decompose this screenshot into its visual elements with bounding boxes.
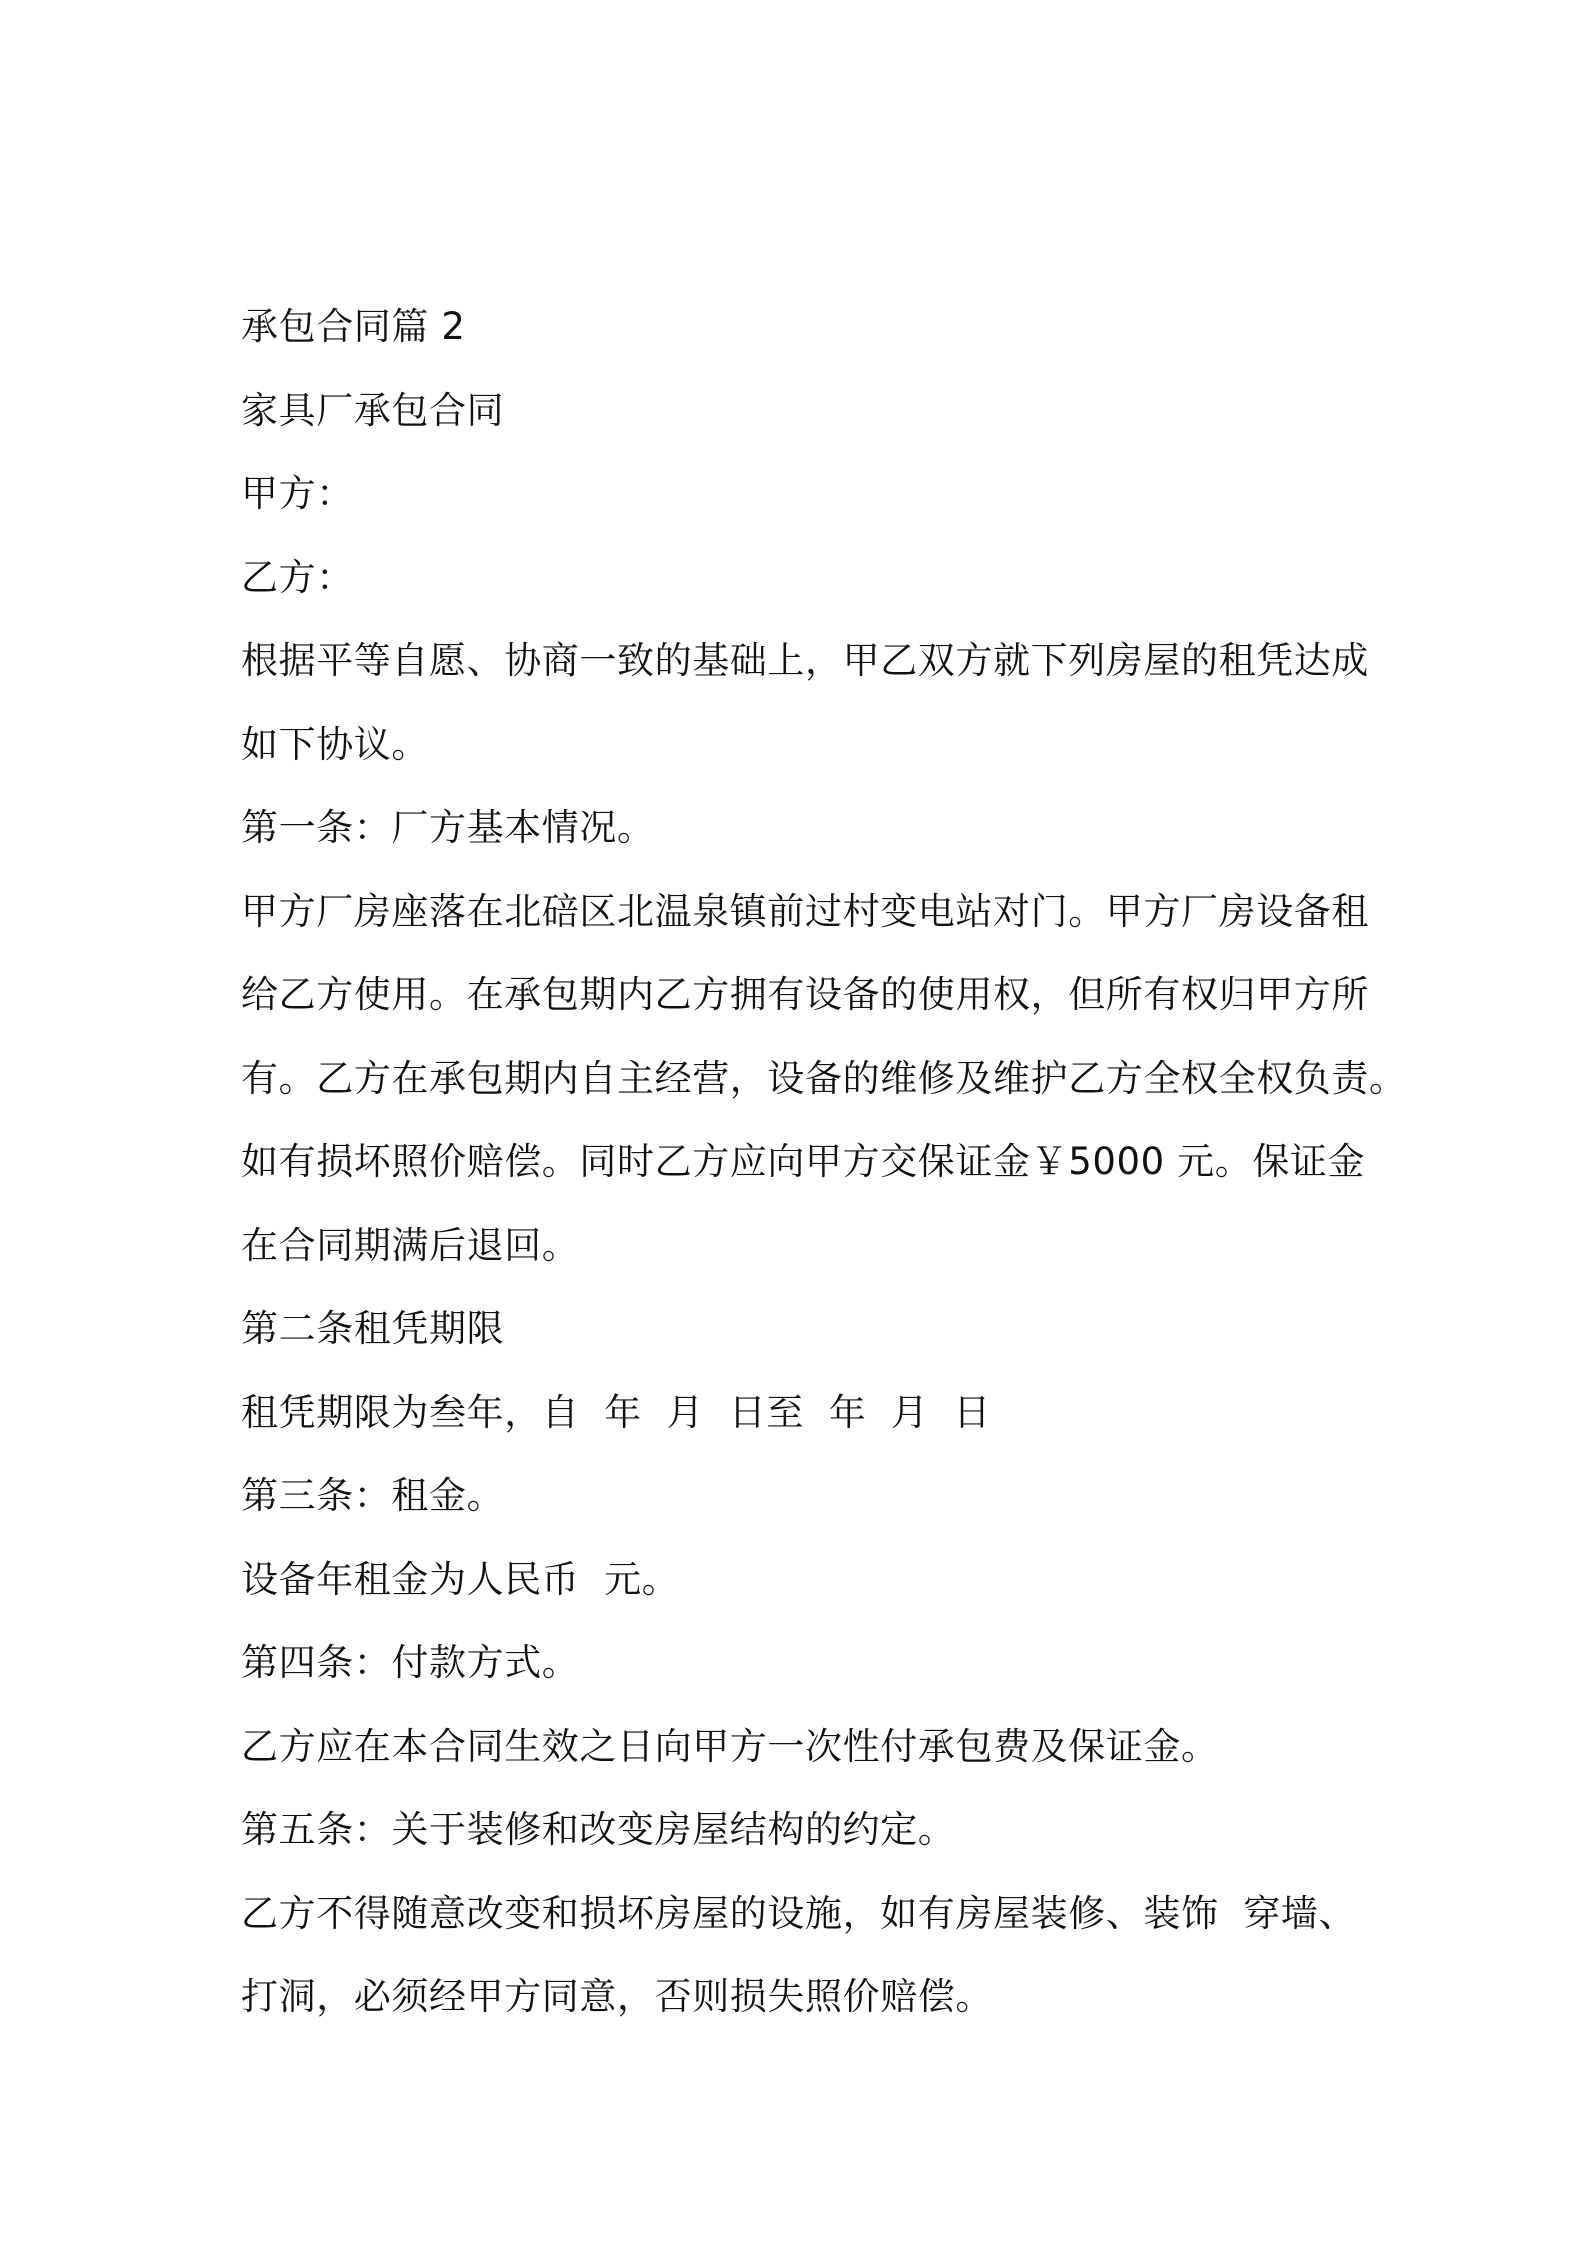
article-3-heading: 第三条：租金。 xyxy=(241,1474,505,1517)
party-a-label: 甲方： xyxy=(241,472,354,515)
preamble-line-2: 如下协议。 xyxy=(241,722,429,766)
document-body xyxy=(241,285,1407,2039)
article-1-text-line-4: 如有损坏照价赔偿。同时乙方应向甲方交保证金￥5000 元。保证金 xyxy=(241,1140,1366,1183)
article-4-heading: 第四条：付款方式。 xyxy=(241,1641,580,1684)
party-b-label: 乙方： xyxy=(241,555,354,599)
contract-title: 家具厂承包合同 xyxy=(241,388,505,432)
section-heading: 承包合同篇 2 xyxy=(241,305,466,348)
article-1-heading: 第一条：厂方基本情况。 xyxy=(241,806,655,849)
article-1-text-line-1: 甲方厂房座落在北碚区北温泉镇前过村变电站对门。甲方厂房设备租 xyxy=(241,889,1369,933)
article-3-text: 设备年租金为人民币 元。 xyxy=(241,1557,680,1601)
article-5-text-line-2: 打洞，必须经甲方同意，否则损失照价赔偿。 xyxy=(241,1975,993,2018)
article-1-text-line-5: 在合同期满后退回。 xyxy=(241,1223,580,1267)
article-5-heading: 第五条：关于装修和改变房屋结构的约定。 xyxy=(241,1808,956,1851)
article-4-text: 乙方应在本合同生效之日向甲方一次性付承包费及保证金。 xyxy=(241,1724,1219,1768)
article-2-text: 租凭期限为叁年，自 年 月 日至 年 月 日 xyxy=(241,1390,991,1434)
article-1-text-line-3: 有。乙方在承包期内自主经营，设备的维修及维护乙方全权全权负责。 xyxy=(241,1056,1407,1100)
article-2-heading: 第二条租凭期限 xyxy=(241,1307,505,1350)
article-1-text-line-2: 给乙方使用。在承包期内乙方拥有设备的使用权，但所有权归甲方所 xyxy=(241,973,1369,1016)
preamble-line-1: 根据平等自愿、协商一致的基础上，甲乙双方就下列房屋的租凭达成 xyxy=(241,639,1369,682)
article-5-text-line-1: 乙方不得随意改变和损坏房屋的设施，如有房屋装修、装饰 穿墙、 xyxy=(241,1891,1357,1935)
